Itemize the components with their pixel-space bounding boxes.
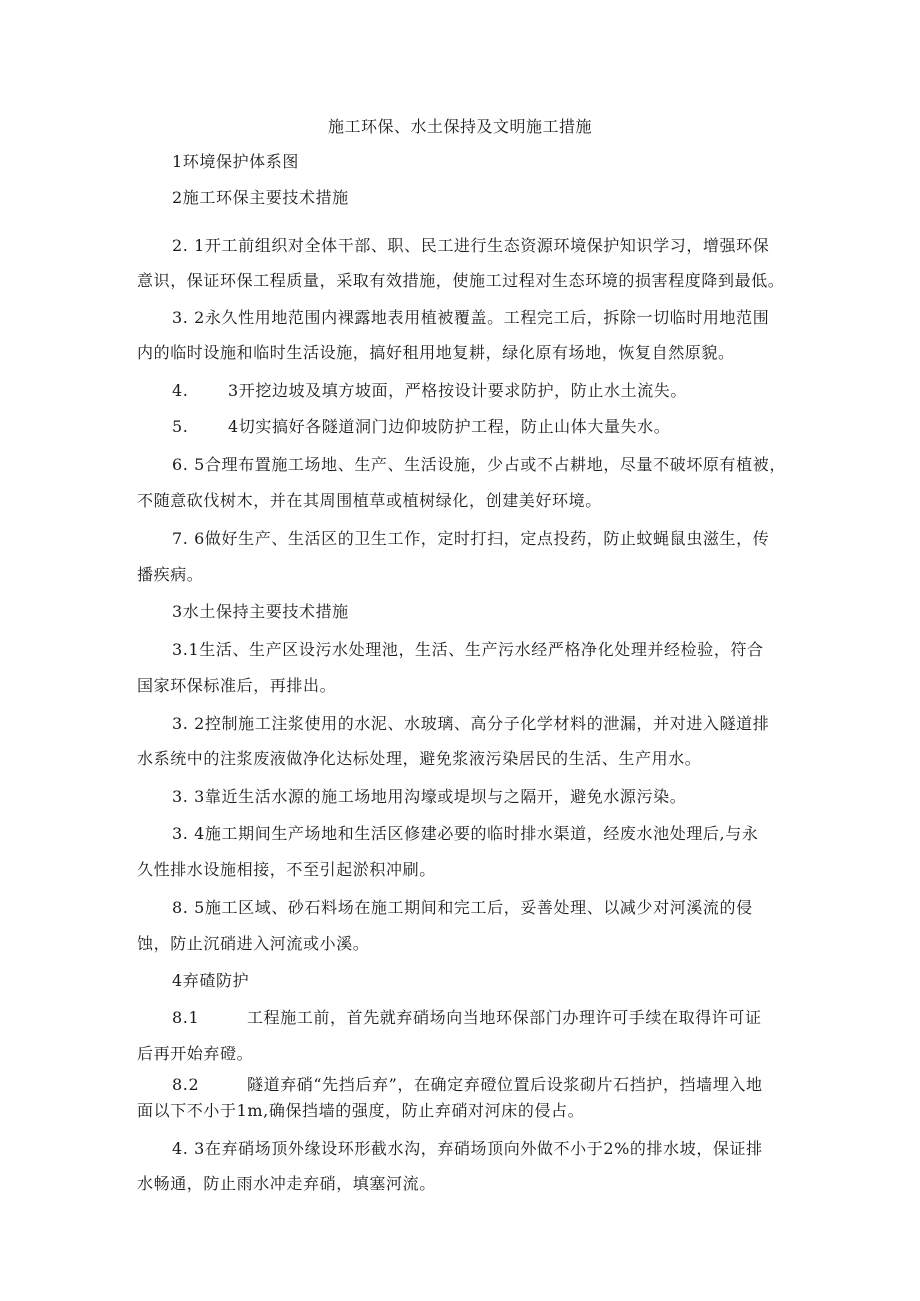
para-3-5-line-2: 蚀，防止沉硝进入河流或小溪。 (137, 934, 370, 953)
para-3-5-line-1: 8. 5施工区域、砂石料场在施工期间和完工后，妥善处理、以减少对河溪流的侵 (172, 898, 753, 917)
para-4-3-line-2: 水畅通，防止雨水冲走弃硝，填塞河流。 (137, 1174, 436, 1193)
para-3-1-line-1: 3.1生活、生产区设污水处理池，生活、生产污水经严格净化处理并经检验，符合 (172, 640, 764, 659)
document-title: 施工环保、水土保持及文明施工措施 (327, 117, 592, 136)
para-4-2-line-2: 面以下不小于1m,确保挡墙的强度，防止弃硝对河床的侵占。 (137, 1101, 585, 1120)
para-2-4 (172, 414, 670, 437)
para-3-2-line-1: 3. 2控制施工注浆使用的水泥、水玻璃、高分子化学材料的泄漏，并对进入隧道排 (172, 714, 770, 733)
para-3-4-line-2: 久性排水设施相接，不至引起淤积冲刷。 (137, 860, 436, 879)
para-2-6-line-1: 7. 6做好生产、生活区的卫生工作，定时打扫，定点投药，防止蚊蝇鼠虫滋生，传 (172, 529, 770, 548)
para-3-4-line-1: 3. 4施工期间生产场地和生活区修建必要的临时排水渠道，经废水池处理后,与永 (172, 824, 759, 843)
heading-4: 4弃碴防护 (172, 971, 250, 990)
heading-2: 2施工环保主要技术措施 (172, 188, 349, 207)
para-2-3-number: 4. (172, 381, 189, 400)
para-2-6-line-2: 播疾病。 (137, 565, 204, 584)
para-2-2-line-1: 3. 2永久性用地范围内裸露地表用植被覆盖。工程完工后，拆除一切临时用地范围 (172, 308, 770, 327)
para-2-5-line-2: 不随意砍伐树木，并在其周围植草或植树绿化，创建美好环境。 (137, 491, 602, 510)
para-4-1-number: 8.1 (172, 1008, 200, 1027)
para-4-2-number: 8.2 (172, 1075, 200, 1094)
heading-1: 1环境保护体系图 (172, 152, 299, 171)
para-2-3 (172, 378, 687, 401)
para-3-3: 3. 3靠近生活水源的施工场地用沟壕或堤坝与之隔开，避免水源污染。 (172, 787, 687, 806)
para-4-2-line-1 (172, 1072, 763, 1095)
para-2-1-line-1: 2. 1开工前组织对全体干部、职、民工进行生态资源环境保护知识学习，增强环保 (172, 236, 770, 255)
para-3-2-line-2: 水系统中的注浆废液做净化达标处理，避免浆液污染居民的生活、生产用水。 (137, 749, 702, 768)
heading-3: 3水土保持主要技术措施 (172, 602, 349, 621)
para-4-2-text: 隧道弃硝“先挡后弃”，在确定弃磴位置后设浆砌片石挡护，挡墙埋入地 (247, 1075, 763, 1094)
para-2-4-text: 4切实搞好各隧道洞门边仰坡防护工程，防止山体大量失水。 (228, 417, 671, 436)
para-3-1-line-2: 国家环保标准后，再排出。 (137, 676, 337, 695)
para-4-3-line-1: 4. 3在弃硝场顶外缘设环形截水沟，弃硝场顶向外做不小于2%的排水坡，保证排 (172, 1139, 763, 1158)
para-2-4-number: 5. (172, 417, 189, 436)
para-4-1-line-1 (172, 1005, 762, 1028)
para-2-2-line-2: 内的临时设施和临时生活设施，搞好租用地复耕，绿化原有场地，恢复自然原貌。 (137, 343, 735, 362)
para-4-1-text: 工程施工前，首先就弃硝场向当地环保部门办理许可手续在取得许可证 (247, 1008, 762, 1027)
para-2-5-line-1: 6. 5合理布置施工场地、生产、生活设施，少占或不占耕地，尽量不破坏原有植被， (172, 455, 786, 474)
para-2-1-line-2: 意识，保证环保工程质量，采取有效措施，使施工过程对生态环境的损害程度降到最低。 (137, 271, 785, 290)
para-2-3-text: 3开挖边坡及填方坡面，严格按设计要求防护，防止水土流失。 (228, 381, 687, 400)
para-4-1-line-2: 后再开始弃磴。 (137, 1044, 254, 1063)
